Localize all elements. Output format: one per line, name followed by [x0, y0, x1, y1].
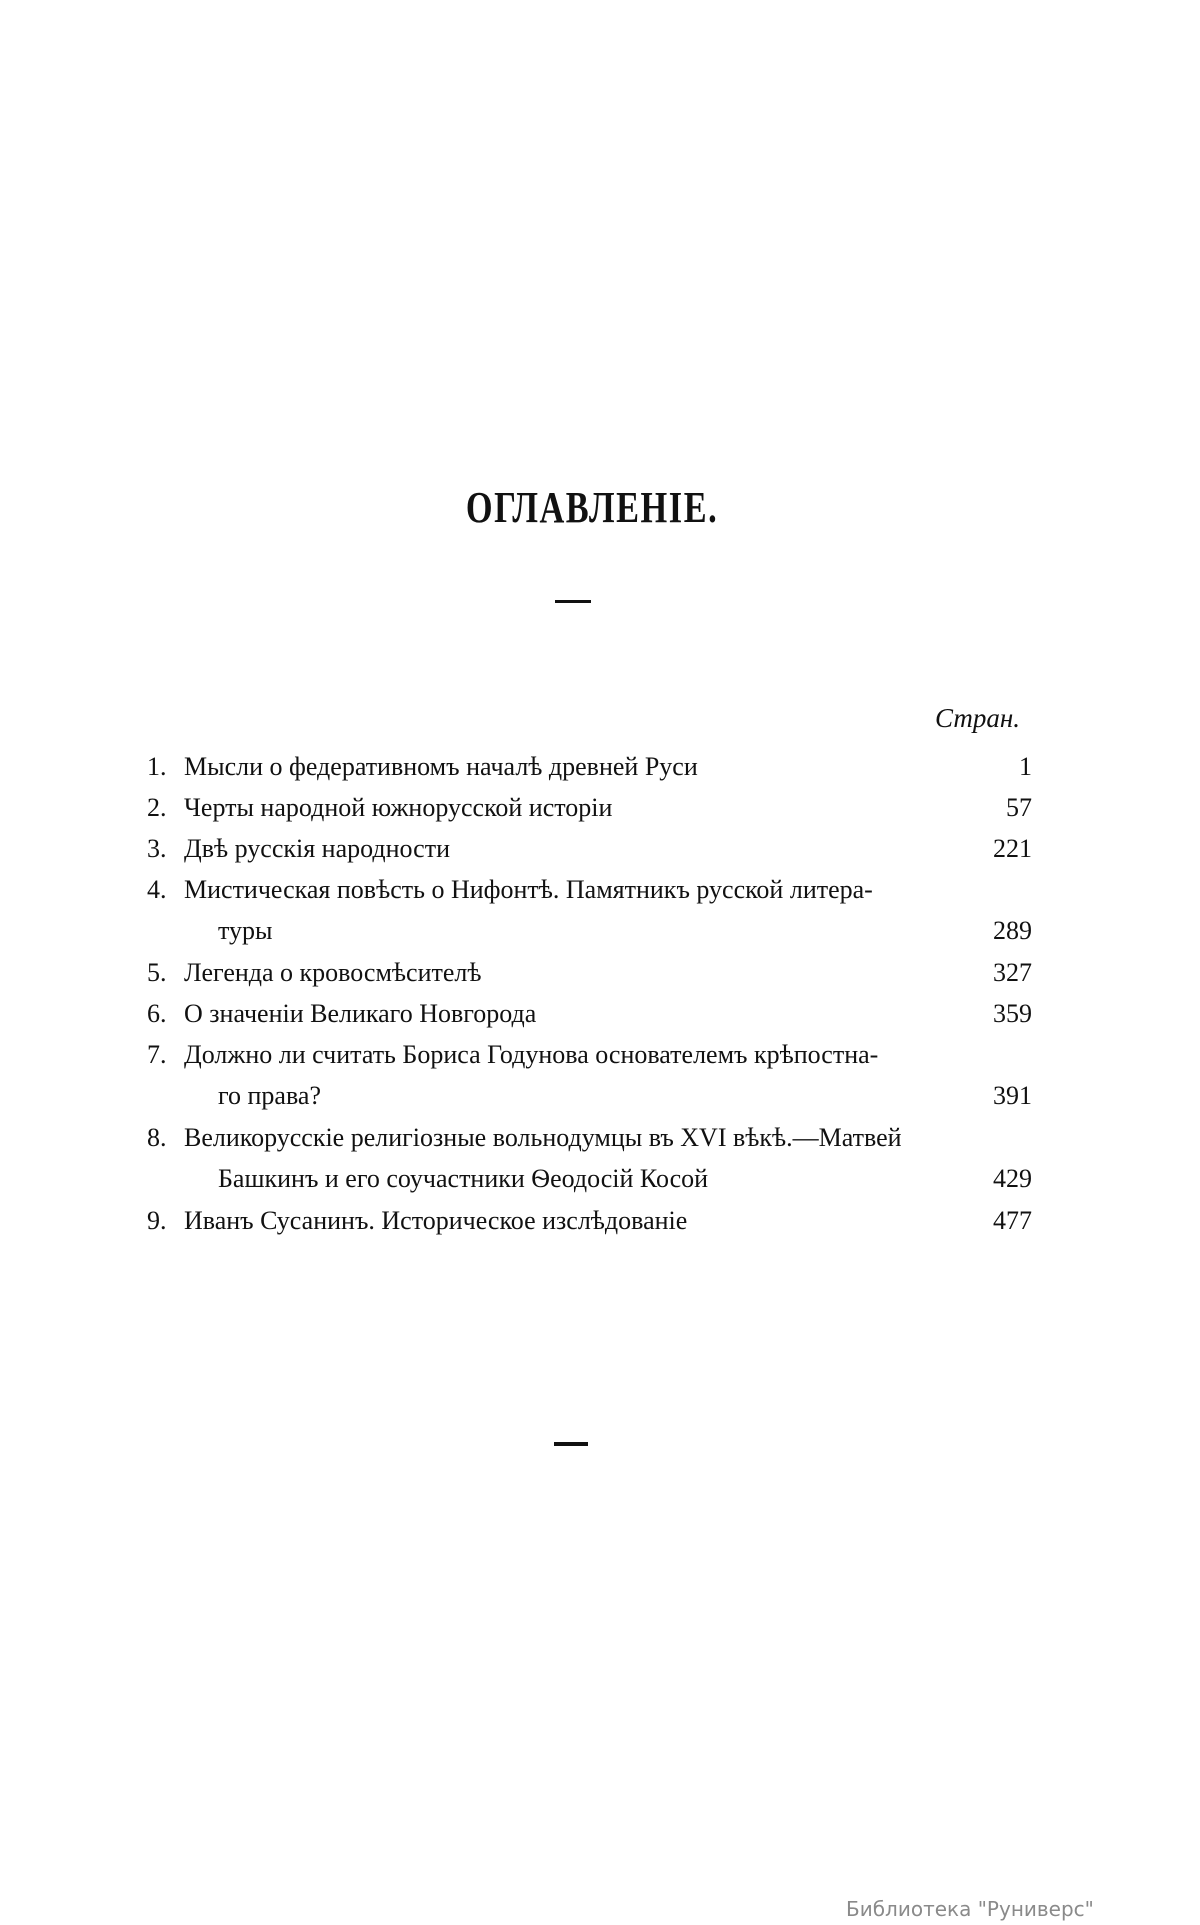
toc-entry-title: Черты народной южнорусской исторіи — [184, 793, 613, 822]
toc-entry-title: Легенда о кровосмѣсителѣ — [184, 958, 482, 987]
toc-entry-title-continuation: Башкинъ и его соучастники Ѳеодосій Косой — [218, 1164, 709, 1193]
toc-entry-title: Мысли о федеративномъ началѣ древней Руси — [184, 752, 698, 781]
toc-entry-number: 6. — [147, 999, 167, 1028]
toc-entry-number: 5. — [147, 958, 167, 987]
toc-entry-number: 4. — [147, 875, 167, 904]
toc-entry-page: 1 — [1019, 752, 1032, 781]
closing-rule — [554, 1442, 588, 1446]
toc-entry-title-continuation: го права? — [218, 1081, 321, 1110]
toc-entry-number: 7. — [147, 1040, 167, 1069]
page-column-header: Стран. — [935, 703, 1021, 733]
toc-entry-page: 359 — [993, 999, 1032, 1028]
toc-entry-title: Иванъ Сусанинъ. Историческое изслѣдованіе — [184, 1206, 688, 1235]
page-title: ОГЛАВЛЕНІЕ. — [465, 483, 719, 532]
toc-entry-title: Должно ли считать Бориса Годунова основателемъ крѣпостна- — [184, 1040, 879, 1069]
toc-entry-number: 2. — [147, 793, 167, 822]
toc-entry-number: 9. — [147, 1206, 167, 1235]
toc-entry-page: 429 — [993, 1164, 1032, 1193]
toc-entry-title: Двѣ русскія народности — [184, 834, 450, 863]
toc-entry-title: Мистическая повѣсть о Нифонтѣ. Памятникъ русской литера- — [184, 875, 873, 904]
toc-entry-page: 221 — [993, 834, 1032, 863]
toc-entry-title: О значеніи Великаго Новгорода — [184, 999, 537, 1028]
toc-entry-title-continuation: туры — [218, 916, 273, 945]
toc-entry-number: 8. — [147, 1123, 167, 1152]
toc-entry-page: 289 — [993, 916, 1032, 945]
library-watermark: Библиотека "Руниверс" — [846, 1897, 1094, 1921]
toc-entry-page: 391 — [993, 1081, 1032, 1110]
toc-entry-page: 57 — [1006, 793, 1032, 822]
toc-entry-page: 477 — [993, 1206, 1032, 1235]
toc-entry-number: 1. — [147, 752, 167, 781]
toc-entry-title: Великорусскіе религіозные вольнодумцы въ XVI вѣкѣ.—Матвей — [184, 1123, 902, 1152]
toc-entry-page: 327 — [993, 958, 1032, 987]
toc-entry-number: 3. — [147, 834, 167, 863]
